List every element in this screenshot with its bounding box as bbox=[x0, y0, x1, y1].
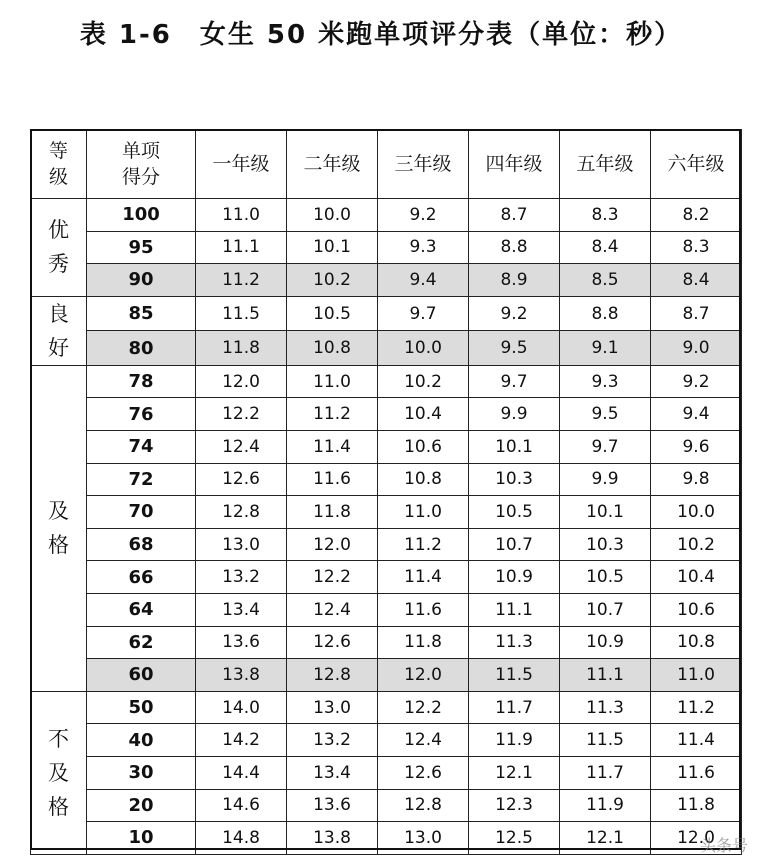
time-cell: 11.0 bbox=[287, 365, 378, 398]
points-cell: 70 bbox=[87, 496, 196, 529]
time-cell: 9.7 bbox=[560, 430, 651, 463]
time-cell: 12.1 bbox=[469, 756, 560, 789]
time-cell: 11.8 bbox=[196, 331, 287, 366]
time-cell: 10.4 bbox=[378, 398, 469, 431]
time-cell: 10.2 bbox=[287, 264, 378, 297]
time-cell: 13.0 bbox=[378, 822, 469, 855]
time-cell: 11.5 bbox=[469, 659, 560, 692]
points-cell: 100 bbox=[87, 199, 196, 232]
points-cell: 50 bbox=[87, 691, 196, 724]
header-grade-5: 五年级 bbox=[560, 130, 651, 199]
time-cell: 12.4 bbox=[287, 593, 378, 626]
table-row bbox=[31, 296, 742, 331]
time-cell: 8.7 bbox=[651, 296, 742, 331]
time-cell: 10.3 bbox=[469, 463, 560, 496]
table-row bbox=[31, 231, 742, 264]
time-cell: 11.2 bbox=[651, 691, 742, 724]
time-cell: 9.6 bbox=[651, 430, 742, 463]
time-cell: 10.2 bbox=[651, 528, 742, 561]
time-cell: 14.4 bbox=[196, 756, 287, 789]
time-cell: 12.4 bbox=[196, 430, 287, 463]
time-cell: 9.9 bbox=[560, 463, 651, 496]
time-cell: 12.5 bbox=[469, 822, 560, 855]
header-grade-1: 一年级 bbox=[196, 130, 287, 199]
level-cell: 优 秀 bbox=[31, 199, 87, 297]
header-level: 等 级 bbox=[31, 130, 87, 199]
time-cell: 11.8 bbox=[378, 626, 469, 659]
table-row bbox=[31, 496, 742, 529]
time-cell: 13.2 bbox=[196, 561, 287, 594]
table-title: 表 1-6 女生 50 米跑单项评分表（单位：秒） bbox=[79, 20, 683, 50]
time-cell: 9.2 bbox=[469, 296, 560, 331]
time-cell: 10.1 bbox=[287, 231, 378, 264]
points-cell: 66 bbox=[87, 561, 196, 594]
time-cell: 9.3 bbox=[560, 365, 651, 398]
table-row bbox=[31, 593, 742, 626]
time-cell: 10.5 bbox=[469, 496, 560, 529]
time-cell: 11.3 bbox=[469, 626, 560, 659]
time-cell: 10.2 bbox=[378, 365, 469, 398]
time-cell: 11.9 bbox=[469, 724, 560, 757]
score-table bbox=[30, 129, 742, 855]
table-row bbox=[31, 626, 742, 659]
time-cell: 10.0 bbox=[287, 199, 378, 232]
time-cell: 10.0 bbox=[378, 331, 469, 366]
time-cell: 10.4 bbox=[651, 561, 742, 594]
time-cell: 9.7 bbox=[378, 296, 469, 331]
points-cell: 90 bbox=[87, 264, 196, 297]
points-cell: 62 bbox=[87, 626, 196, 659]
time-cell: 11.4 bbox=[651, 724, 742, 757]
time-cell: 8.4 bbox=[560, 231, 651, 264]
table-row bbox=[31, 463, 742, 496]
points-cell: 30 bbox=[87, 756, 196, 789]
time-cell: 11.8 bbox=[287, 496, 378, 529]
header-row bbox=[31, 130, 742, 199]
table-row bbox=[31, 430, 742, 463]
table-row bbox=[31, 199, 742, 232]
time-cell: 12.8 bbox=[196, 496, 287, 529]
table-row bbox=[31, 822, 742, 855]
points-cell: 95 bbox=[87, 231, 196, 264]
time-cell: 10.1 bbox=[560, 496, 651, 529]
points-cell: 72 bbox=[87, 463, 196, 496]
time-cell: 11.0 bbox=[196, 199, 287, 232]
time-cell: 11.4 bbox=[378, 561, 469, 594]
watermark: 头条号 bbox=[699, 836, 748, 855]
time-cell: 11.1 bbox=[196, 231, 287, 264]
time-cell: 14.2 bbox=[196, 724, 287, 757]
time-cell: 13.4 bbox=[287, 756, 378, 789]
table-body bbox=[31, 199, 742, 855]
time-cell: 10.0 bbox=[651, 496, 742, 529]
time-cell: 8.8 bbox=[469, 231, 560, 264]
time-cell: 8.4 bbox=[651, 264, 742, 297]
time-cell: 8.2 bbox=[651, 199, 742, 232]
time-cell: 8.8 bbox=[560, 296, 651, 331]
header-grade-3: 三年级 bbox=[378, 130, 469, 199]
time-cell: 11.6 bbox=[378, 593, 469, 626]
time-cell: 13.8 bbox=[287, 822, 378, 855]
time-cell: 11.6 bbox=[287, 463, 378, 496]
level-cell: 及 格 bbox=[31, 365, 87, 691]
time-cell: 13.6 bbox=[196, 626, 287, 659]
time-cell: 9.5 bbox=[469, 331, 560, 366]
time-cell: 11.2 bbox=[287, 398, 378, 431]
time-cell: 10.8 bbox=[287, 331, 378, 366]
time-cell: 10.7 bbox=[469, 528, 560, 561]
time-cell: 11.2 bbox=[196, 264, 287, 297]
table-row bbox=[31, 561, 742, 594]
time-cell: 11.3 bbox=[560, 691, 651, 724]
time-cell: 10.3 bbox=[560, 528, 651, 561]
points-cell: 68 bbox=[87, 528, 196, 561]
level-cell: 不 及 格 bbox=[31, 691, 87, 854]
points-cell: 20 bbox=[87, 789, 196, 822]
time-cell: 14.8 bbox=[196, 822, 287, 855]
time-cell: 12.0 bbox=[651, 822, 742, 855]
time-cell: 10.5 bbox=[287, 296, 378, 331]
time-cell: 10.8 bbox=[378, 463, 469, 496]
points-cell: 78 bbox=[87, 365, 196, 398]
time-cell: 9.4 bbox=[378, 264, 469, 297]
time-cell: 9.9 bbox=[469, 398, 560, 431]
time-cell: 11.0 bbox=[651, 659, 742, 692]
time-cell: 11.0 bbox=[378, 496, 469, 529]
time-cell: 13.2 bbox=[287, 724, 378, 757]
time-cell: 12.0 bbox=[378, 659, 469, 692]
points-cell: 76 bbox=[87, 398, 196, 431]
time-cell: 11.1 bbox=[469, 593, 560, 626]
time-cell: 11.5 bbox=[560, 724, 651, 757]
table-row bbox=[31, 789, 742, 822]
table-row bbox=[31, 756, 742, 789]
time-cell: 12.1 bbox=[560, 822, 651, 855]
table-row bbox=[31, 331, 742, 366]
time-cell: 12.6 bbox=[378, 756, 469, 789]
time-cell: 12.8 bbox=[378, 789, 469, 822]
time-cell: 10.8 bbox=[651, 626, 742, 659]
header-grade-2: 二年级 bbox=[287, 130, 378, 199]
time-cell: 12.8 bbox=[287, 659, 378, 692]
header-grade-6: 六年级 bbox=[651, 130, 742, 199]
time-cell: 13.6 bbox=[287, 789, 378, 822]
time-cell: 11.2 bbox=[378, 528, 469, 561]
time-cell: 9.0 bbox=[651, 331, 742, 366]
time-cell: 14.6 bbox=[196, 789, 287, 822]
level-cell: 良 好 bbox=[31, 296, 87, 365]
table-row bbox=[31, 528, 742, 561]
time-cell: 12.3 bbox=[469, 789, 560, 822]
time-cell: 9.7 bbox=[469, 365, 560, 398]
table-row bbox=[31, 724, 742, 757]
time-cell: 9.2 bbox=[651, 365, 742, 398]
table-row bbox=[31, 398, 742, 431]
points-cell: 60 bbox=[87, 659, 196, 692]
time-cell: 12.0 bbox=[287, 528, 378, 561]
time-cell: 8.3 bbox=[651, 231, 742, 264]
time-cell: 11.7 bbox=[469, 691, 560, 724]
time-cell: 9.1 bbox=[560, 331, 651, 366]
time-cell: 12.4 bbox=[378, 724, 469, 757]
time-cell: 10.7 bbox=[560, 593, 651, 626]
header-grade-4: 四年级 bbox=[469, 130, 560, 199]
time-cell: 8.5 bbox=[560, 264, 651, 297]
time-cell: 10.9 bbox=[560, 626, 651, 659]
time-cell: 11.1 bbox=[560, 659, 651, 692]
table-row bbox=[31, 659, 742, 692]
time-cell: 8.3 bbox=[560, 199, 651, 232]
time-cell: 10.1 bbox=[469, 430, 560, 463]
time-cell: 8.7 bbox=[469, 199, 560, 232]
table-row bbox=[31, 691, 742, 724]
time-cell: 12.2 bbox=[378, 691, 469, 724]
table-row bbox=[31, 264, 742, 297]
points-cell: 85 bbox=[87, 296, 196, 331]
time-cell: 9.2 bbox=[378, 199, 469, 232]
table-row bbox=[31, 365, 742, 398]
time-cell: 12.0 bbox=[196, 365, 287, 398]
points-cell: 80 bbox=[87, 331, 196, 366]
header-points: 单项 得分 bbox=[87, 130, 196, 199]
time-cell: 9.3 bbox=[378, 231, 469, 264]
time-cell: 10.9 bbox=[469, 561, 560, 594]
time-cell: 11.5 bbox=[196, 296, 287, 331]
points-cell: 10 bbox=[87, 822, 196, 855]
time-cell: 14.0 bbox=[196, 691, 287, 724]
time-cell: 13.8 bbox=[196, 659, 287, 692]
points-cell: 74 bbox=[87, 430, 196, 463]
time-cell: 13.4 bbox=[196, 593, 287, 626]
time-cell: 12.6 bbox=[196, 463, 287, 496]
time-cell: 10.6 bbox=[378, 430, 469, 463]
time-cell: 12.2 bbox=[287, 561, 378, 594]
time-cell: 9.8 bbox=[651, 463, 742, 496]
time-cell: 13.0 bbox=[287, 691, 378, 724]
time-cell: 12.6 bbox=[287, 626, 378, 659]
time-cell: 11.6 bbox=[651, 756, 742, 789]
points-cell: 64 bbox=[87, 593, 196, 626]
time-cell: 9.5 bbox=[560, 398, 651, 431]
time-cell: 9.4 bbox=[651, 398, 742, 431]
time-cell: 13.0 bbox=[196, 528, 287, 561]
time-cell: 10.5 bbox=[560, 561, 651, 594]
time-cell: 8.9 bbox=[469, 264, 560, 297]
time-cell: 10.6 bbox=[651, 593, 742, 626]
points-cell: 40 bbox=[87, 724, 196, 757]
time-cell: 11.7 bbox=[560, 756, 651, 789]
time-cell: 11.4 bbox=[287, 430, 378, 463]
time-cell: 11.9 bbox=[560, 789, 651, 822]
time-cell: 12.2 bbox=[196, 398, 287, 431]
time-cell: 11.8 bbox=[651, 789, 742, 822]
